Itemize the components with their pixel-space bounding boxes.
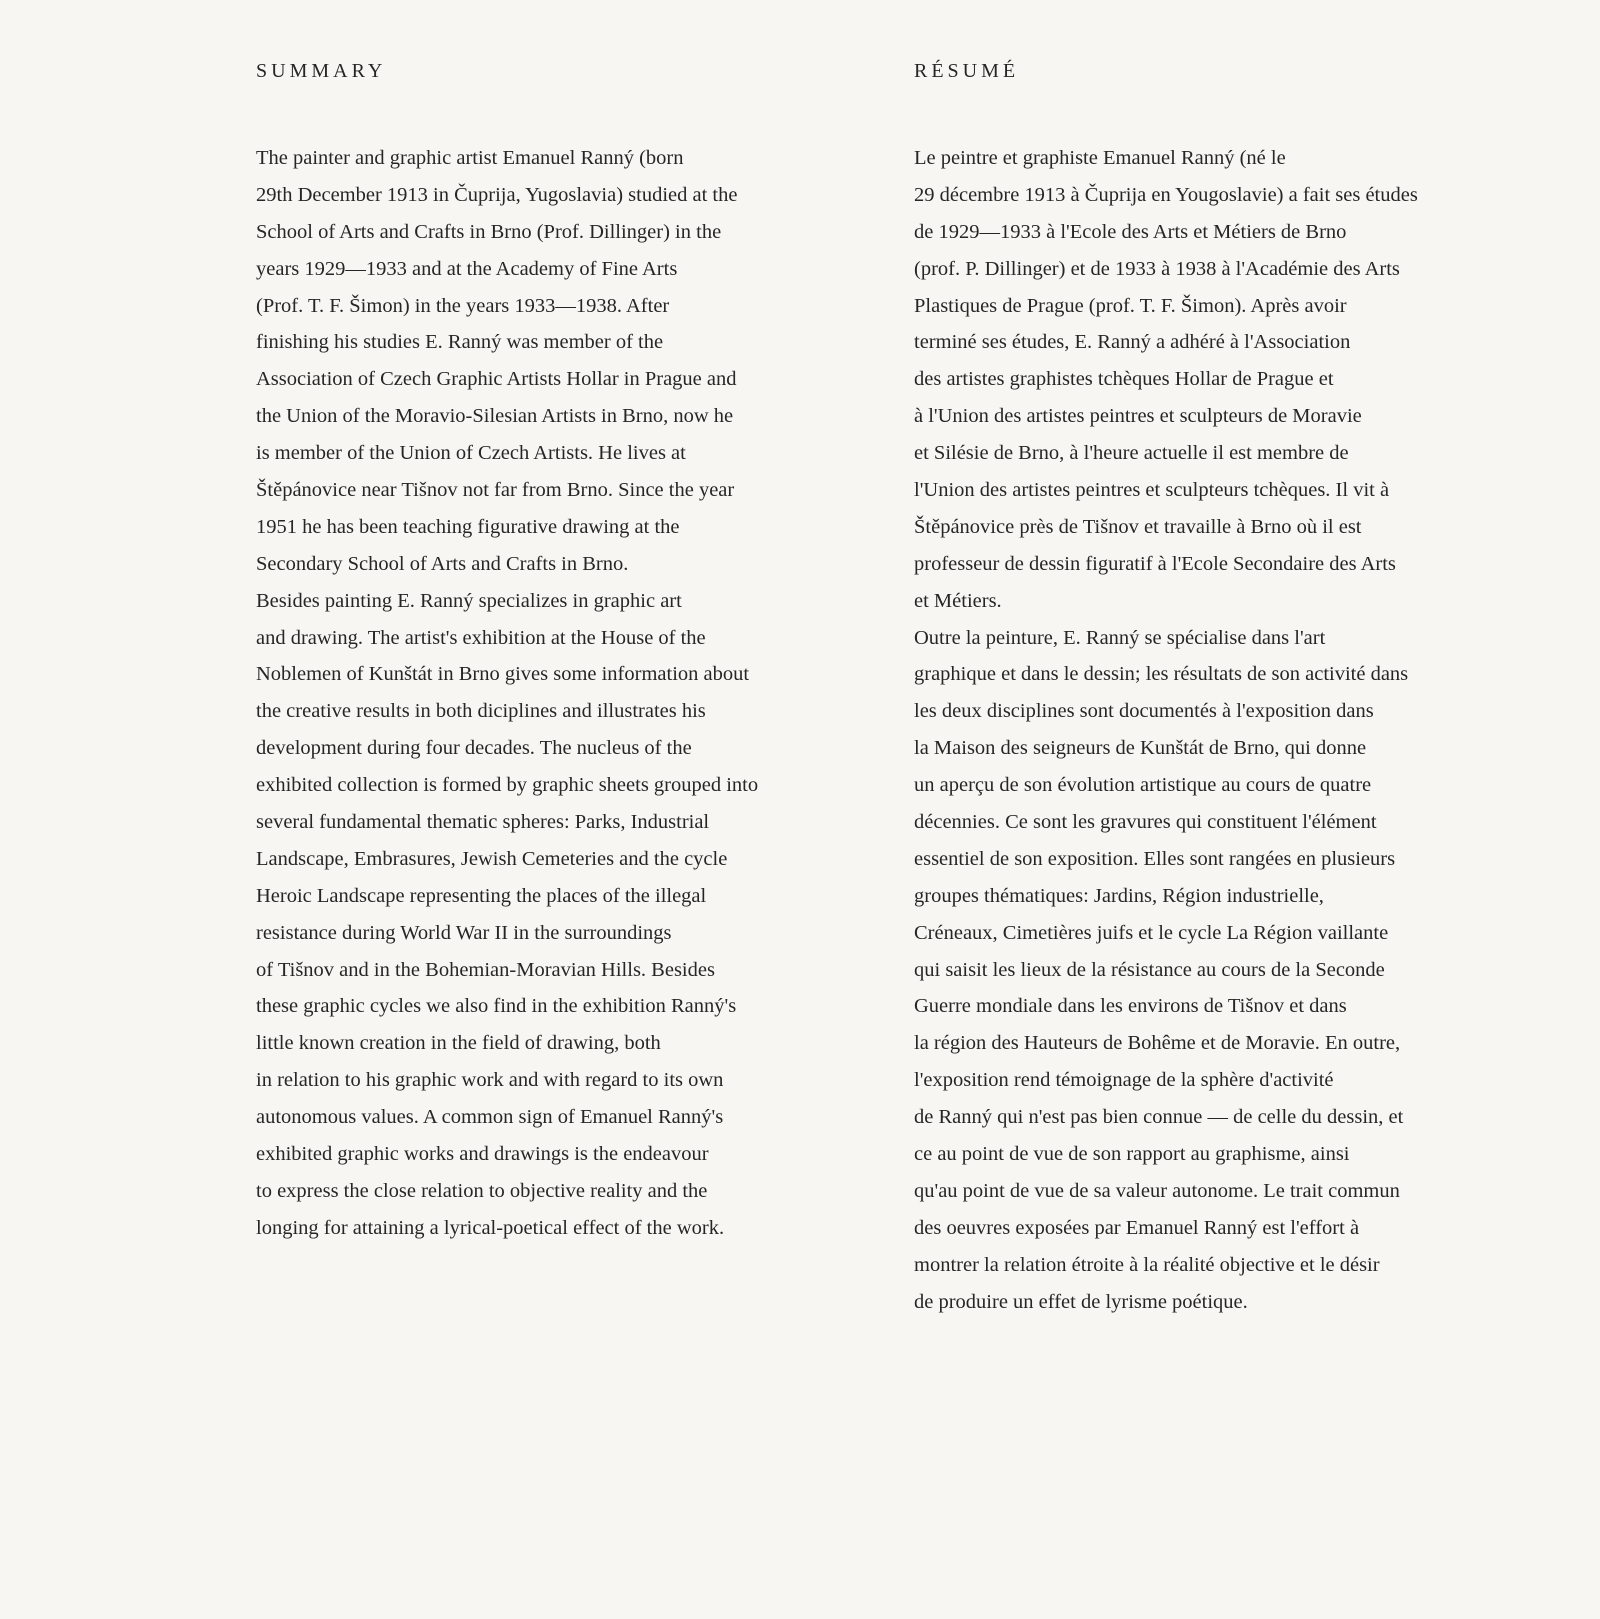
summary-line: The painter and graphic artist Emanuel Ranný (born — [256, 147, 684, 169]
summary-line: the Union of the Moravio-Silesian Artists in Brno, now he — [256, 405, 734, 428]
resume-line: l'exposition rend témoignage de la sphère d'activité — [914, 1069, 1334, 1092]
summary-line: Noblemen of Kunštát in Brno gives some information about — [256, 663, 750, 686]
summary-text — [256, 140, 758, 1247]
summary-line: finishing his studies E. Ranný was member of the — [256, 331, 664, 354]
summary-line: in relation to his graphic work and with regard to its own — [256, 1069, 724, 1092]
resume-line: l'Union des artistes peintres et sculpteurs tchèques. Il vit à — [914, 479, 1390, 502]
resume-line: Štěpánovice près de Tišnov et travaille à Brno où il est — [914, 515, 1362, 538]
summary-line: several fundamental thematic spheres: Parks, Industrial — [256, 811, 710, 834]
summary-line: 29th December 1913 in Čuprija, Yugoslavia) studied at the — [256, 183, 738, 206]
resume-line: les deux disciplines sont documentés à l'exposition dans — [914, 700, 1374, 723]
resume-line: de 1929—1933 à l'Ecole des Arts et Métiers de Brno — [914, 220, 1347, 243]
resume-line: montrer la relation étroite à la réalité objective et le désir — [914, 1253, 1380, 1276]
resume-line: et Silésie de Brno, à l'heure actuelle il est membre de — [914, 442, 1349, 465]
summary-line: Landscape, Embrasures, Jewish Cemeteries and the cycle — [256, 847, 728, 870]
resume-line: terminé ses études, E. Ranný a adhéré à l'Association — [914, 331, 1351, 354]
resume-line: un aperçu de son évolution artistique au cours de quatre — [914, 774, 1372, 797]
resume-line: Guerre mondiale dans les environs de Tišnov et dans — [914, 995, 1347, 1018]
resume-line: ce au point de vue de son rapport au graphisme, ainsi — [914, 1143, 1350, 1166]
resume-line: graphique et dans le dessin; les résultats de son activité dans — [914, 663, 1409, 686]
resume-line: décennies. Ce sont les gravures qui constituent l'élément — [914, 811, 1377, 834]
summary-line: of Tišnov and in the Bohemian-Moravian Hills. Besides — [256, 958, 715, 981]
summary-line: autonomous values. A common sign of Emanuel Ranný's — [256, 1106, 724, 1129]
summary-line: development during four decades. The nucleus of the — [256, 737, 692, 760]
summary-line: (Prof. T. F. Šimon) in the years 1933—1938. After — [256, 294, 670, 317]
resume-line: de Ranný qui n'est pas bien connue — de celle du dessin, et — [914, 1106, 1404, 1129]
summary-line: Besides painting E. Ranný specializes in graphic art — [256, 589, 682, 612]
resume-line: des artistes graphistes tchèques Hollar de Prague et — [914, 368, 1334, 391]
summary-line: resistance during World War II in the surroundings — [256, 921, 672, 944]
resume-line: et Métiers. — [914, 589, 1002, 612]
summary-line: School of Arts and Crafts in Brno (Prof. Dillinger) in the — [256, 220, 722, 243]
resume-line: la Maison des seigneurs de Kunštát de Brno, qui donne — [914, 737, 1367, 760]
resume-line: à l'Union des artistes peintres et sculpteurs de Moravie — [914, 405, 1362, 428]
summary-line: Heroic Landscape representing the places of the illegal — [256, 884, 707, 907]
resume-line: groupes thématiques: Jardins, Région industrielle, — [914, 884, 1324, 907]
summary-line: to express the close relation to objective reality and the — [256, 1179, 708, 1202]
summary-line: Štěpánovice near Tišnov not far from Brno. Since the year — [256, 479, 735, 502]
resume-heading: RÉSUMÉ — [914, 60, 1020, 82]
resume-line: 29 décembre 1913 à Čuprija en Yougoslavie) a fait ses études — [914, 183, 1418, 206]
resume-line: Plastiques de Prague (prof. T. F. Šimon). Après avoir — [914, 294, 1347, 317]
summary-line: years 1929—1933 and at the Academy of Fine Arts — [256, 257, 678, 280]
resume-line: Outre la peinture, E. Ranný se spécialise dans l'art — [914, 626, 1326, 649]
resume-line: la région des Hauteurs de Bohême et de Moravie. En outre, — [914, 1032, 1401, 1055]
resume-line: Créneaux, Cimetières juifs et le cycle La Région vaillante — [914, 921, 1389, 944]
resume-text — [914, 140, 1418, 1321]
summary-line: and drawing. The artist's exhibition at the House of the — [256, 626, 706, 649]
summary-line: is member of the Union of Czech Artists. He lives at — [256, 442, 686, 465]
resume-line: professeur de dessin figuratif à l'Ecole Secondaire des Arts — [914, 552, 1396, 575]
resume-line: des oeuvres exposées par Emanuel Ranný est l'effort à — [914, 1216, 1360, 1239]
summary-heading: SUMMARY — [256, 60, 387, 82]
summary-line: 1951 he has been teaching figurative drawing at the — [256, 515, 680, 538]
summary-line: these graphic cycles we also find in the exhibition Ranný's — [256, 995, 737, 1018]
summary-line: Secondary School of Arts and Crafts in Brno. — [256, 552, 629, 575]
summary-line: Association of Czech Graphic Artists Hollar in Prague and — [256, 368, 737, 391]
resume-line: qui saisit les lieux de la résistance au cours de la Seconde — [914, 958, 1385, 981]
summary-line: exhibited collection is formed by graphic sheets grouped into — [256, 774, 759, 797]
summary-line: the creative results in both diciplines and illustrates his — [256, 700, 706, 723]
summary-line: exhibited graphic works and drawings is the endeavour — [256, 1143, 709, 1166]
resume-line: de produire un effet de lyrisme poétique. — [914, 1290, 1248, 1313]
resume-line: (prof. P. Dillinger) et de 1933 à 1938 à l'Académie des Arts — [914, 257, 1400, 280]
resume-line: essentiel de son exposition. Elles sont rangées en plusieurs — [914, 847, 1396, 870]
summary-line: little known creation in the field of drawing, both — [256, 1032, 661, 1055]
resume-line: qu'au point de vue de sa valeur autonome. Le trait commun — [914, 1179, 1400, 1202]
resume-line: Le peintre et graphiste Emanuel Ranný (né le — [914, 147, 1286, 169]
summary-line: longing for attaining a lyrical-poetical effect of the work. — [256, 1216, 725, 1239]
